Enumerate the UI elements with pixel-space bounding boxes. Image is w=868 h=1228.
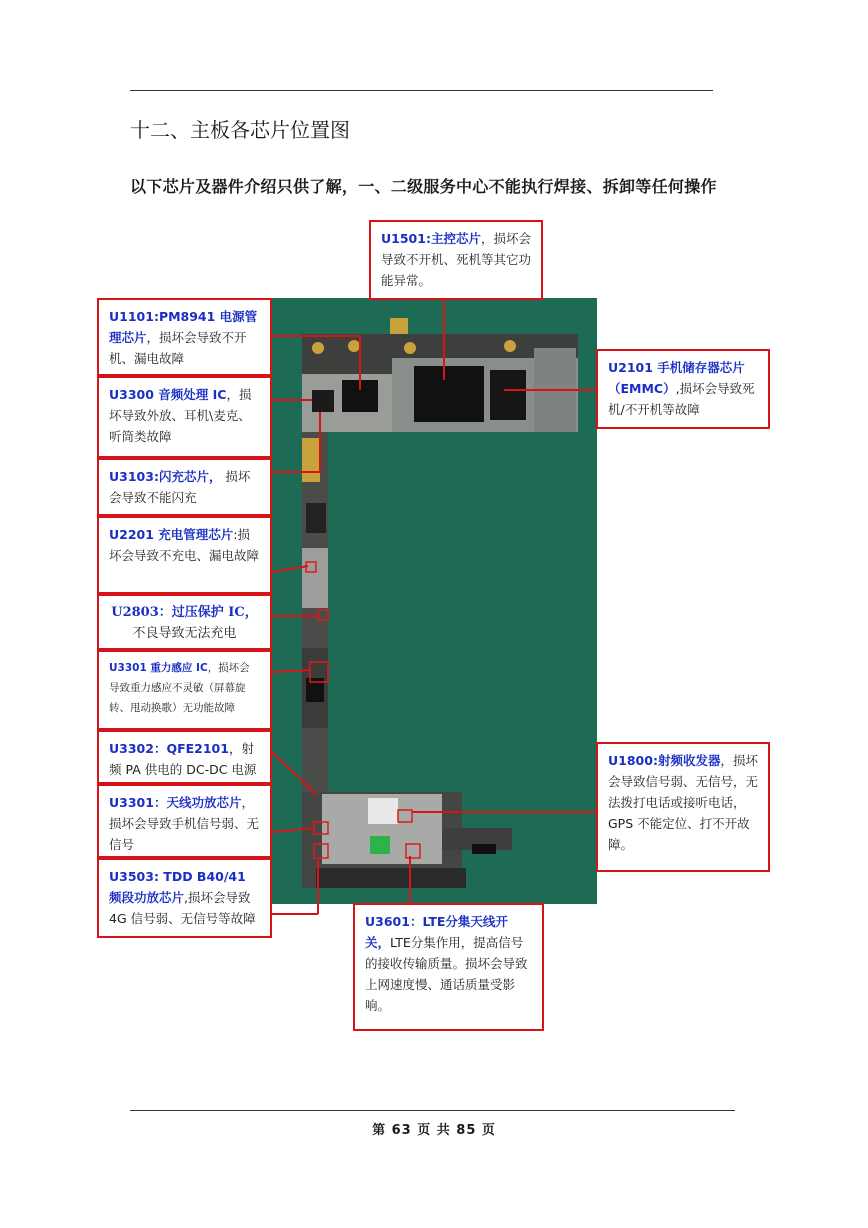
callout-text: ，损坏会导致不开机、漏电故障 [109, 330, 247, 366]
callout-u3301-gsensor [97, 650, 272, 730]
callout-key: U3301 重力感应 IC [109, 662, 208, 674]
section-heading: 十二、主板各芯片位置图 [130, 118, 350, 142]
callout-text: :损坏会导致不充电、漏电故障 [109, 527, 260, 563]
callout-u3601 [353, 903, 544, 1031]
callout-text: ，损坏会导致重力感应不灵敏（屏幕旋转、甩动换歌）无功能故障 [109, 662, 250, 714]
callout-key: U2803：过压保护 IC， [111, 605, 258, 620]
callout-key: U3301：天线功放芯片 [109, 795, 242, 810]
callout-u2201 [97, 516, 272, 594]
callout-u3300 [97, 376, 272, 458]
callout-u3103 [97, 458, 272, 516]
callout-text: ，损坏会导致不开机、死机等其它功能异常。 [381, 231, 532, 288]
callout-key: U3601：LTE分集天线开关， [365, 914, 508, 950]
callout-key: U3103:闪充芯片， [109, 469, 222, 484]
callout-text: ，射频 PA 供电的 DC-DC 电源 [109, 741, 257, 777]
callout-u3503 [97, 858, 272, 938]
callout-u1501 [369, 220, 543, 300]
callout-text: LTE分集作用，提高信号的接收传输质量。损坏会导致上网速度慢、通话质量受影响。 [365, 935, 528, 1013]
callout-text: 不良导致无法充电 [132, 626, 237, 641]
callout-key: U2201 充电管理芯片 [109, 527, 234, 542]
callout-u2803 [97, 594, 272, 650]
callout-text: ，损坏会导致信号弱、无信号，无法拨打电话或接听电话，GPS 不能定位、打不开故障。 [608, 753, 759, 852]
callout-u3301-pa [97, 784, 272, 858]
callout-text: ，损坏会导致手机信号弱、无信号 [109, 795, 260, 852]
callout-text: ，损坏导致外放、耳机\麦克、听筒类故障 [109, 387, 252, 444]
callout-key: U1800:射频收发器 [608, 753, 721, 768]
callout-key: U3302：QFE2101 [109, 741, 229, 756]
intro-paragraph: 以下芯片及器件介绍只供了解，一、二级服务中心不能执行焊接、拆卸等任何操作 [130, 177, 717, 196]
callout-key: U3300 音频处理 IC [109, 387, 227, 402]
callout-text: ,损坏会导致死机/不开机等故障 [608, 381, 755, 417]
callout-u1800 [596, 742, 770, 872]
footer-rule [130, 1110, 735, 1111]
callout-u3302 [97, 730, 272, 784]
callout-key: U1101:PM8941 电源管理芯片 [109, 309, 258, 345]
callout-text: 损坏会导致不能闪充 [109, 469, 251, 505]
page-number: 第 63 页 共 85 页 [372, 1123, 496, 1138]
callout-u2101 [596, 349, 770, 429]
callout-text: ,损坏会导致 4G 信号弱、无信号等故障 [109, 890, 256, 926]
callout-key: U2101 手机储存器芯片（EMMC） [608, 360, 745, 396]
callout-key: U3503: TDD B40/41 频段功放芯片 [109, 869, 246, 905]
callout-key: U1501:主控芯片 [381, 231, 481, 246]
callout-u1101 [97, 298, 272, 376]
